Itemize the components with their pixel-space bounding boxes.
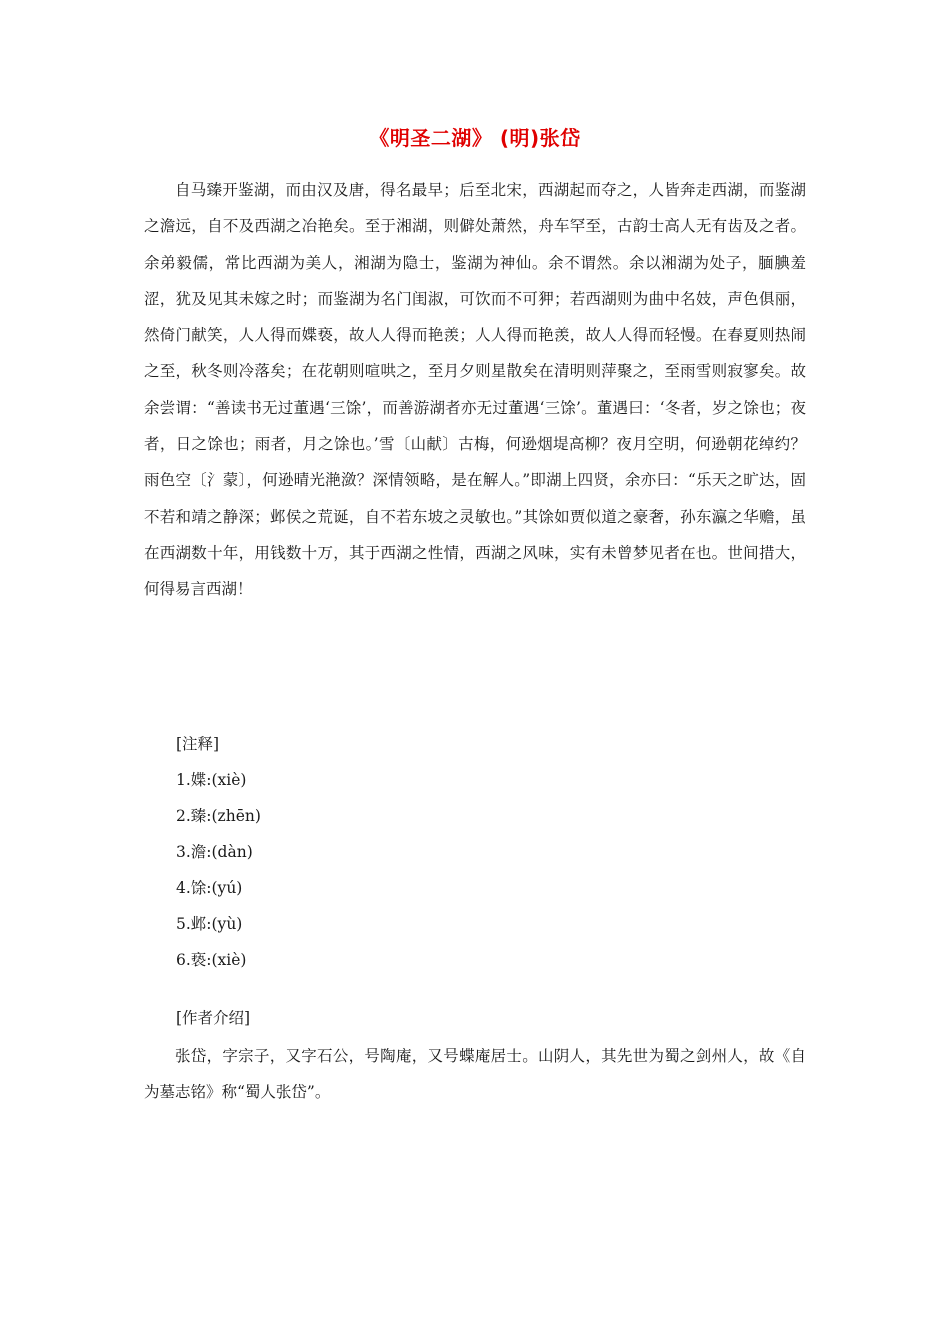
document-title: 《明圣二湖》 (明)张岱 [369,126,581,150]
note-item: 5.邺:(yù) [176,915,243,933]
author-heading: [作者介绍] [176,1009,251,1027]
main-paragraph: 自马臻开鉴湖，而由汉及唐，得名最早；后至北宋，西湖起而夺之，人皆奔走西湖，而鉴湖之澹远，自不及西湖之冶艳矣。至于湘湖，则僻处萧然，舟车罕至，古韵士高人无有齿及之者。余弟毅儒，常比西湖为美人，湘湖为隐士，鉴湖为神仙。余不谓然。余以湘湖为处子，腼腆羞涩，犹及见其未嫁之时；而鉴湖为名门闺淑，可饮而不可狎；若西湖则为曲中名妓，声色俱丽，然倚门献笑，人人得而媟亵，故人人得而艳羡；人人得而艳羡，故人人得而轻慢。在春夏则热闹之至，秋冬则冷落矣；在花朝则喧哄之，至月夕则星散矣在清明则萍聚之，至雨雪则寂寥矣。故余尝谓：“善读书无过董遇‘三馀’，而善游湖者亦无过董遇‘三馀’。董遇曰：‘冬者，岁之馀也；夜者，日之馀也；雨者，月之馀也。’雪〔山献〕古梅，何逊烟堤高柳？夜月空明，何逊朝花绰约？雨色空〔氵蒙〕，何逊晴光滟潋？深情领略，是在解人。”即湖上四贤，余亦曰：“乐天之旷达，固不若和靖之静深；邺侯之荒诞，自不若东坡之灵敏也。”其馀如贾似道之豪奢，孙东瀛之华赡，虽在西湖数十年，用钱数十万，其于西湖之性情，西湖之风味，实有未曾梦见者在也。世间措大，何得易言西湖！ [144,181,806,599]
notes-heading: [注释] [176,735,220,753]
note-item: 4.馀:(yú) [176,879,243,897]
note-item: 1.媟:(xiè) [176,771,247,789]
note-item: 3.澹:(dàn) [176,843,253,861]
note-item: 6.亵:(xiè) [176,951,247,969]
note-item: 2.臻:(zhēn) [176,807,261,825]
author-paragraph: 张岱，字宗子，又字石公，号陶庵，又号蝶庵居士。山阴人，其先世为蜀之剑州人，故《自为墓志铭》称“蜀人张岱”。 [144,1047,806,1102]
